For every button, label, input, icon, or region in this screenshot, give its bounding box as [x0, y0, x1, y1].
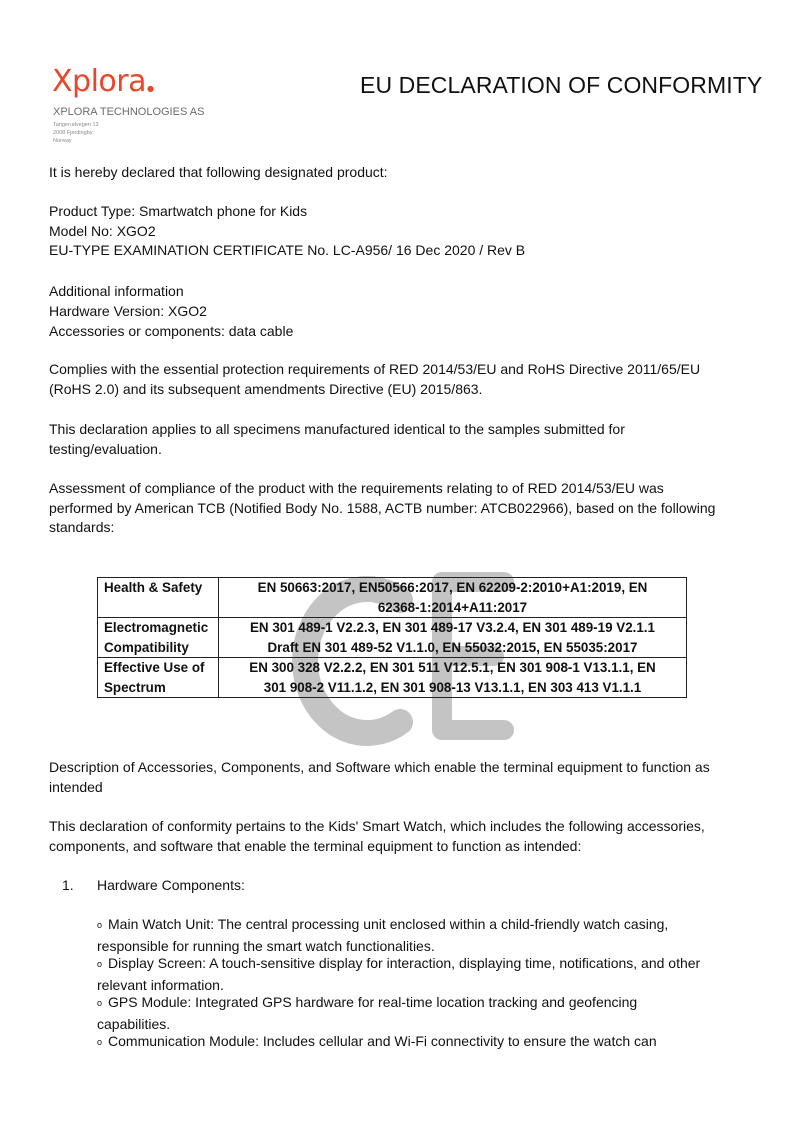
logo-text: Xplora [52, 64, 147, 99]
table-row-health-safety [98, 578, 687, 618]
table-row-emc [98, 618, 687, 658]
compliance-line: (RoHS 2.0) and its subsequent amendments Directive (EU) 2015/863. [49, 380, 483, 397]
category-label: Health & Safety [104, 580, 203, 595]
list-item-display-screen [97, 954, 757, 995]
additional-heading: Additional information [49, 283, 184, 299]
accessories: Accessories or components: data cable [49, 323, 294, 339]
bullet-icon: o [97, 920, 103, 930]
assessment-line: standards: [49, 519, 115, 535]
standards-table [97, 577, 687, 698]
standards-line: 62368-1:2014+A11:2017 [377, 599, 528, 615]
assessment-line: performed by American TCB (Notified Body No. 1588, ACTB number: ATCB022966), based on the following [49, 499, 716, 516]
table-row-spectrum [98, 658, 687, 698]
category-label: Compatibility [104, 639, 189, 655]
pertains-paragraph [49, 817, 761, 856]
company-address [53, 121, 99, 145]
bullet-icon: o [97, 959, 103, 969]
product-type: Product Type: Smartwatch phone for Kids [49, 203, 308, 219]
standards-line: EN 301 489-1 V2.2.3, EN 301 489-17 V3.2.4, EN 301 489-19 V2.1.1 [250, 620, 655, 635]
certificate-number: EU-TYPE EXAMINATION CERTIFICATE No. LC-A956/ 16 Dec 2020 / Rev B [49, 242, 526, 258]
item-text: Communication Module: Includes cellular and Wi-Fi connectivity to ensure the watch can [108, 1033, 657, 1049]
list-item-gps-module [97, 993, 757, 1034]
pertains-line: components, and software that enable the terminal equipment to function as intended: [49, 837, 582, 854]
item-text: GPS Module: Integrated GPS hardware for real-time location tracking and geofencing [108, 994, 638, 1010]
intro-paragraph [49, 163, 761, 183]
category-label: Spectrum [104, 679, 166, 695]
standards-line: EN 300 328 V2.2.2, EN 301 511 V12.5.1, EN 301 908-1 V13.1.1, EN [249, 660, 656, 675]
standards-cell [219, 578, 687, 618]
standards-line: Draft EN 301 489-52 V1.1.0, EN 55032:2015, EN 55035:2017 [267, 639, 638, 655]
list-number: 1. [62, 877, 74, 893]
document-title: EU DECLARATION OF CONFORMITY [360, 72, 763, 98]
category-label: Effective Use of [104, 660, 205, 675]
description-line: intended [49, 778, 103, 795]
compliance-line: Complies with the essential protection requirements of RED 2014/53/EU and RoHS Directive 2011/65/EU [49, 361, 701, 377]
item-text: relevant information. [97, 976, 224, 993]
assessment-line: Assessment of compliance of the product with the requirements relating to of RED 2014/53/EU was [49, 480, 664, 496]
list-item-main-watch-unit [97, 915, 757, 956]
xplora-logo [52, 64, 154, 107]
bullet-icon: o [97, 998, 103, 1008]
pertains-line: This declaration of conformity pertains to the Kids' Smart Watch, which includes the following accessories, [49, 818, 705, 834]
item-text: responsible for running the smart watch functionalities. [97, 937, 435, 954]
description-line: Description of Accessories, Components, and Software which enable the terminal equipment to function as [49, 759, 710, 775]
hardware-version: Hardware Version: XGO2 [49, 302, 207, 319]
category-label: Electromagnetic [104, 620, 209, 635]
product-details [49, 202, 761, 261]
compliance-paragraph [49, 360, 761, 399]
model-number: Model No: XGO2 [49, 222, 156, 239]
standards-line: 301 908-2 V11.1.2, EN 301 908-13 V13.1.1, EN 303 413 V1.1.1 [263, 679, 642, 695]
applies-line: This declaration applies to all specimens manufactured identical to the samples submitted for [49, 421, 625, 437]
standards-cell [219, 618, 687, 658]
company-name: XPLORA TECHNOLOGIES AS [53, 106, 205, 118]
standards-line: EN 50663:2017, EN50566:2017, EN 62209-2:2010+A1:2019, EN [257, 580, 648, 595]
applies-line: testing/evaluation. [49, 440, 162, 457]
address-line: 2008 Fjerdingby [53, 130, 93, 136]
applies-paragraph [49, 420, 761, 459]
category-cell [98, 618, 219, 658]
intro-text: It is hereby declared that following designated product: [49, 164, 388, 180]
item-text: capabilities. [97, 1015, 171, 1032]
category-cell [98, 578, 219, 618]
address-line: Norway [53, 138, 72, 144]
bullet-icon: o [97, 1037, 103, 1047]
description-paragraph [49, 758, 761, 797]
address-line: Tangerudvegen 13 [53, 122, 99, 128]
logo-dot-icon: ● [147, 84, 154, 93]
additional-information [49, 282, 761, 342]
item-text: Main Watch Unit: The central processing unit enclosed within a child-friendly watch casing, [108, 916, 669, 932]
list-label: Hardware Components: [97, 877, 245, 893]
standards-cell [219, 658, 687, 698]
item-text: Display Screen: A touch-sensitive display for interaction, displaying time, notifications, and other [108, 955, 701, 971]
category-cell [98, 658, 219, 698]
assessment-paragraph [49, 479, 761, 538]
list-item-communication-module [97, 1032, 757, 1054]
